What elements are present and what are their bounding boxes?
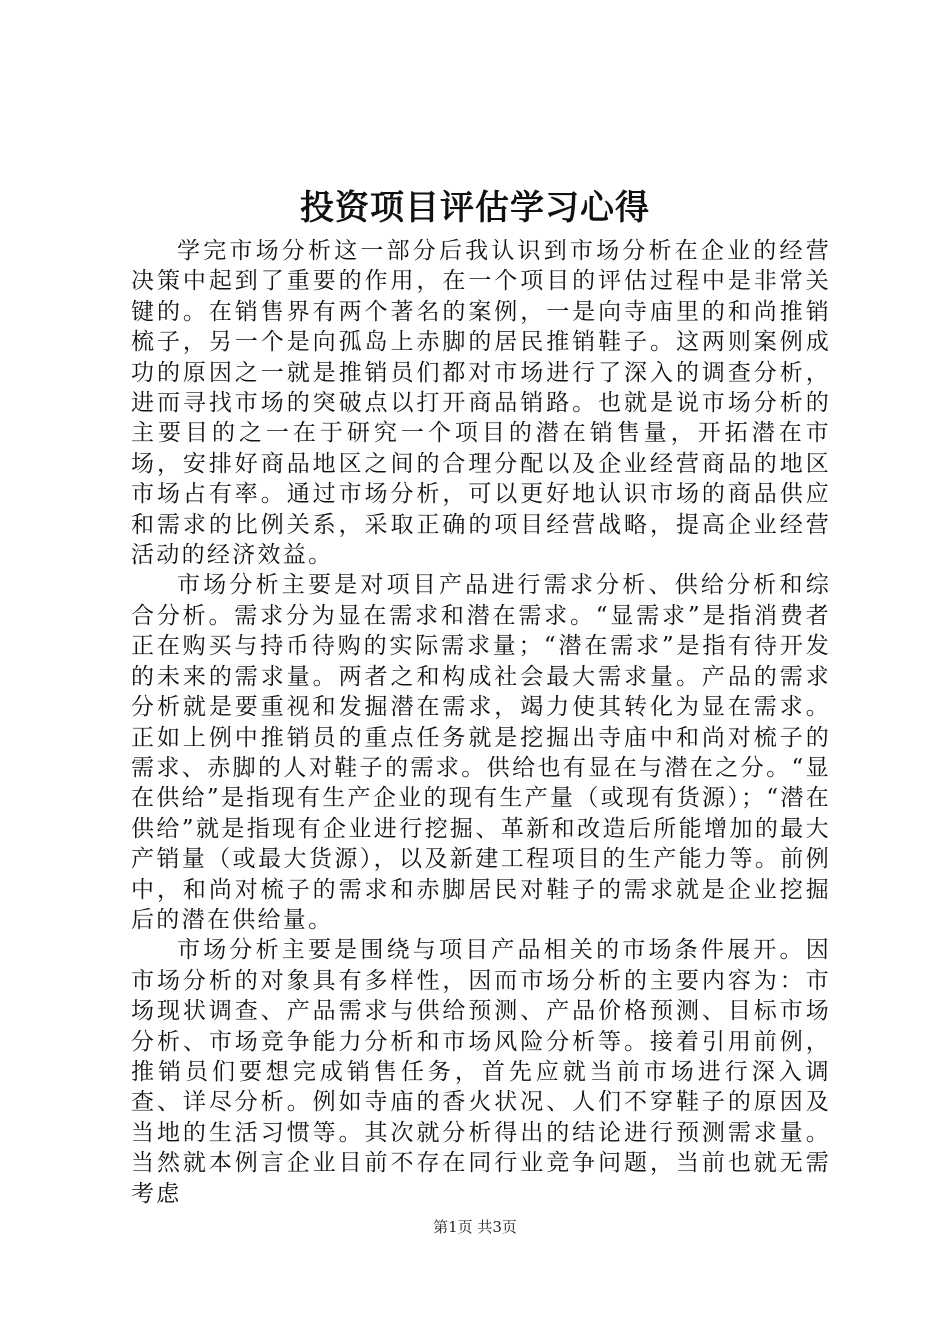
paragraph: 市场分析主要是对项目产品进行需求分析、供给分析和综合分析。需求分为显在需求和潜在需求。“显需求”是指消费者正在购买与持币待购的实际需求量；“潜在需求”是指有待开发的未来的需求量。两者之和构成社会最大需求量。产品的需求分析就是要重视和发掘潜在需求，竭力使其转化为显在需求。正如上例中推销员的重点任务就是挖掘出寺庙中和尚对梳子的需求、赤脚的人对鞋子的需求。供给也有显在与潜在之分。“显在供给”是指现有生产企业的现有生产量（或现有货源）；“潜在供给”就是指现有企业进行挖掘、革新和改造后所能增加的最大产销量（或最大货源），以及新建工程项目的生产能力等。前例中，和尚对梳子的需求和赤脚居民对鞋子的需求就是企业挖掘后的潜在供给量。 [131,572,831,933]
page-footer: 第1页 共3页 [433,1218,517,1236]
document-body [131,236,831,1209]
paragraph: 学完市场分析这一部分后我认识到市场分析在企业的经营决策中起到了重要的作用，在一个项目的评估过程中是非常关键的。在销售界有两个著名的案例，一是向寺庙里的和尚推销梳子，另一个是向孤岛上赤脚的居民推销鞋子。这两则案例成功的原因之一就是推销员们都对市场进行了深入的调查分析，进而寻找市场的突破点以打开商品销路。也就是说市场分析的主要目的之一在于研究一个项目的潜在销售量，开拓潜在市场，安排好商品地区之间的合理分配以及企业经营商品的地区市场占有率。通过市场分析，可以更好地认识市场的商品供应和需求的比例关系，采取正确的项目经营战略，提高企业经营活动的经济效益。 [131,238,831,569]
paragraph: 市场分析主要是围绕与项目产品相关的市场条件展开。因市场分析的对象具有多样性，因而市场分析的主要内容为：市场现状调查、产品需求与供给预测、产品价格预测、目标市场分析、市场竞争能力分析和市场风险分析等。接着引用前例，推销员们要想完成销售任务，首先应就当前市场进行深入调查、详尽分析。例如寺庙的香火状况、人们不穿鞋子的原因及当地的生活习惯等。其次就分析得出的结论进行预测需求量。当然就本例言企业目前不存在同行业竞争问题，当前也就无需考虑 [131,937,831,1207]
page-title: 投资项目评估学习心得 [300,188,650,228]
